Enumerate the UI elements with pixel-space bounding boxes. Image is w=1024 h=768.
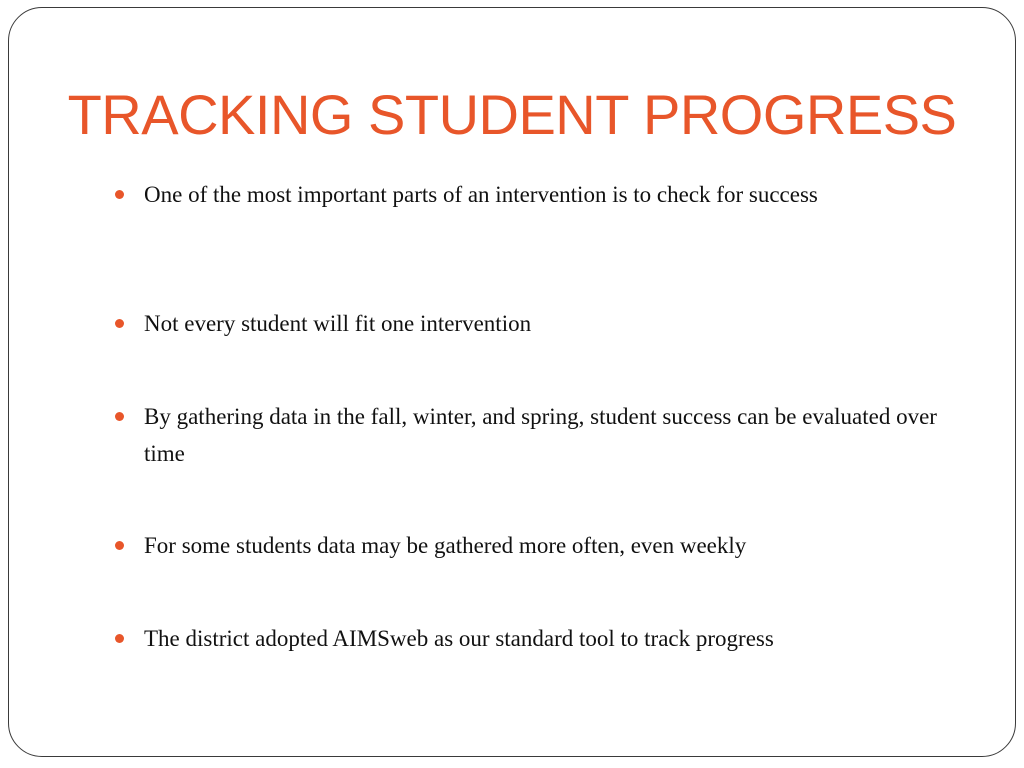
bullet-text: The district adopted AIMSweb as our standard tool to track progress (144, 626, 774, 651)
bullet-dot-icon (115, 634, 124, 643)
bullet-dot-icon (115, 412, 124, 421)
bullet-text: For some students data may be gathered more often, even weekly (144, 533, 747, 558)
bullet-item (144, 620, 944, 657)
slide-title: TRACKING STUDENT PROGRESS (67, 83, 957, 146)
bullet-item (144, 176, 944, 213)
bullet-item (144, 398, 944, 472)
bullet-text: Not every student will fit one intervention (144, 311, 532, 336)
bullet-text: By gathering data in the fall, winter, and spring, student success can be evaluated over time (144, 404, 937, 466)
bullet-dot-icon (115, 190, 124, 199)
bullet-dot-icon (115, 319, 124, 328)
bullet-list (9, 8, 1015, 756)
slide (8, 7, 1016, 757)
bullet-item (144, 305, 944, 342)
bullet-dot-icon (115, 541, 124, 550)
bullet-text: One of the most important parts of an intervention is to check for success (144, 182, 818, 207)
bullet-item (144, 527, 944, 564)
